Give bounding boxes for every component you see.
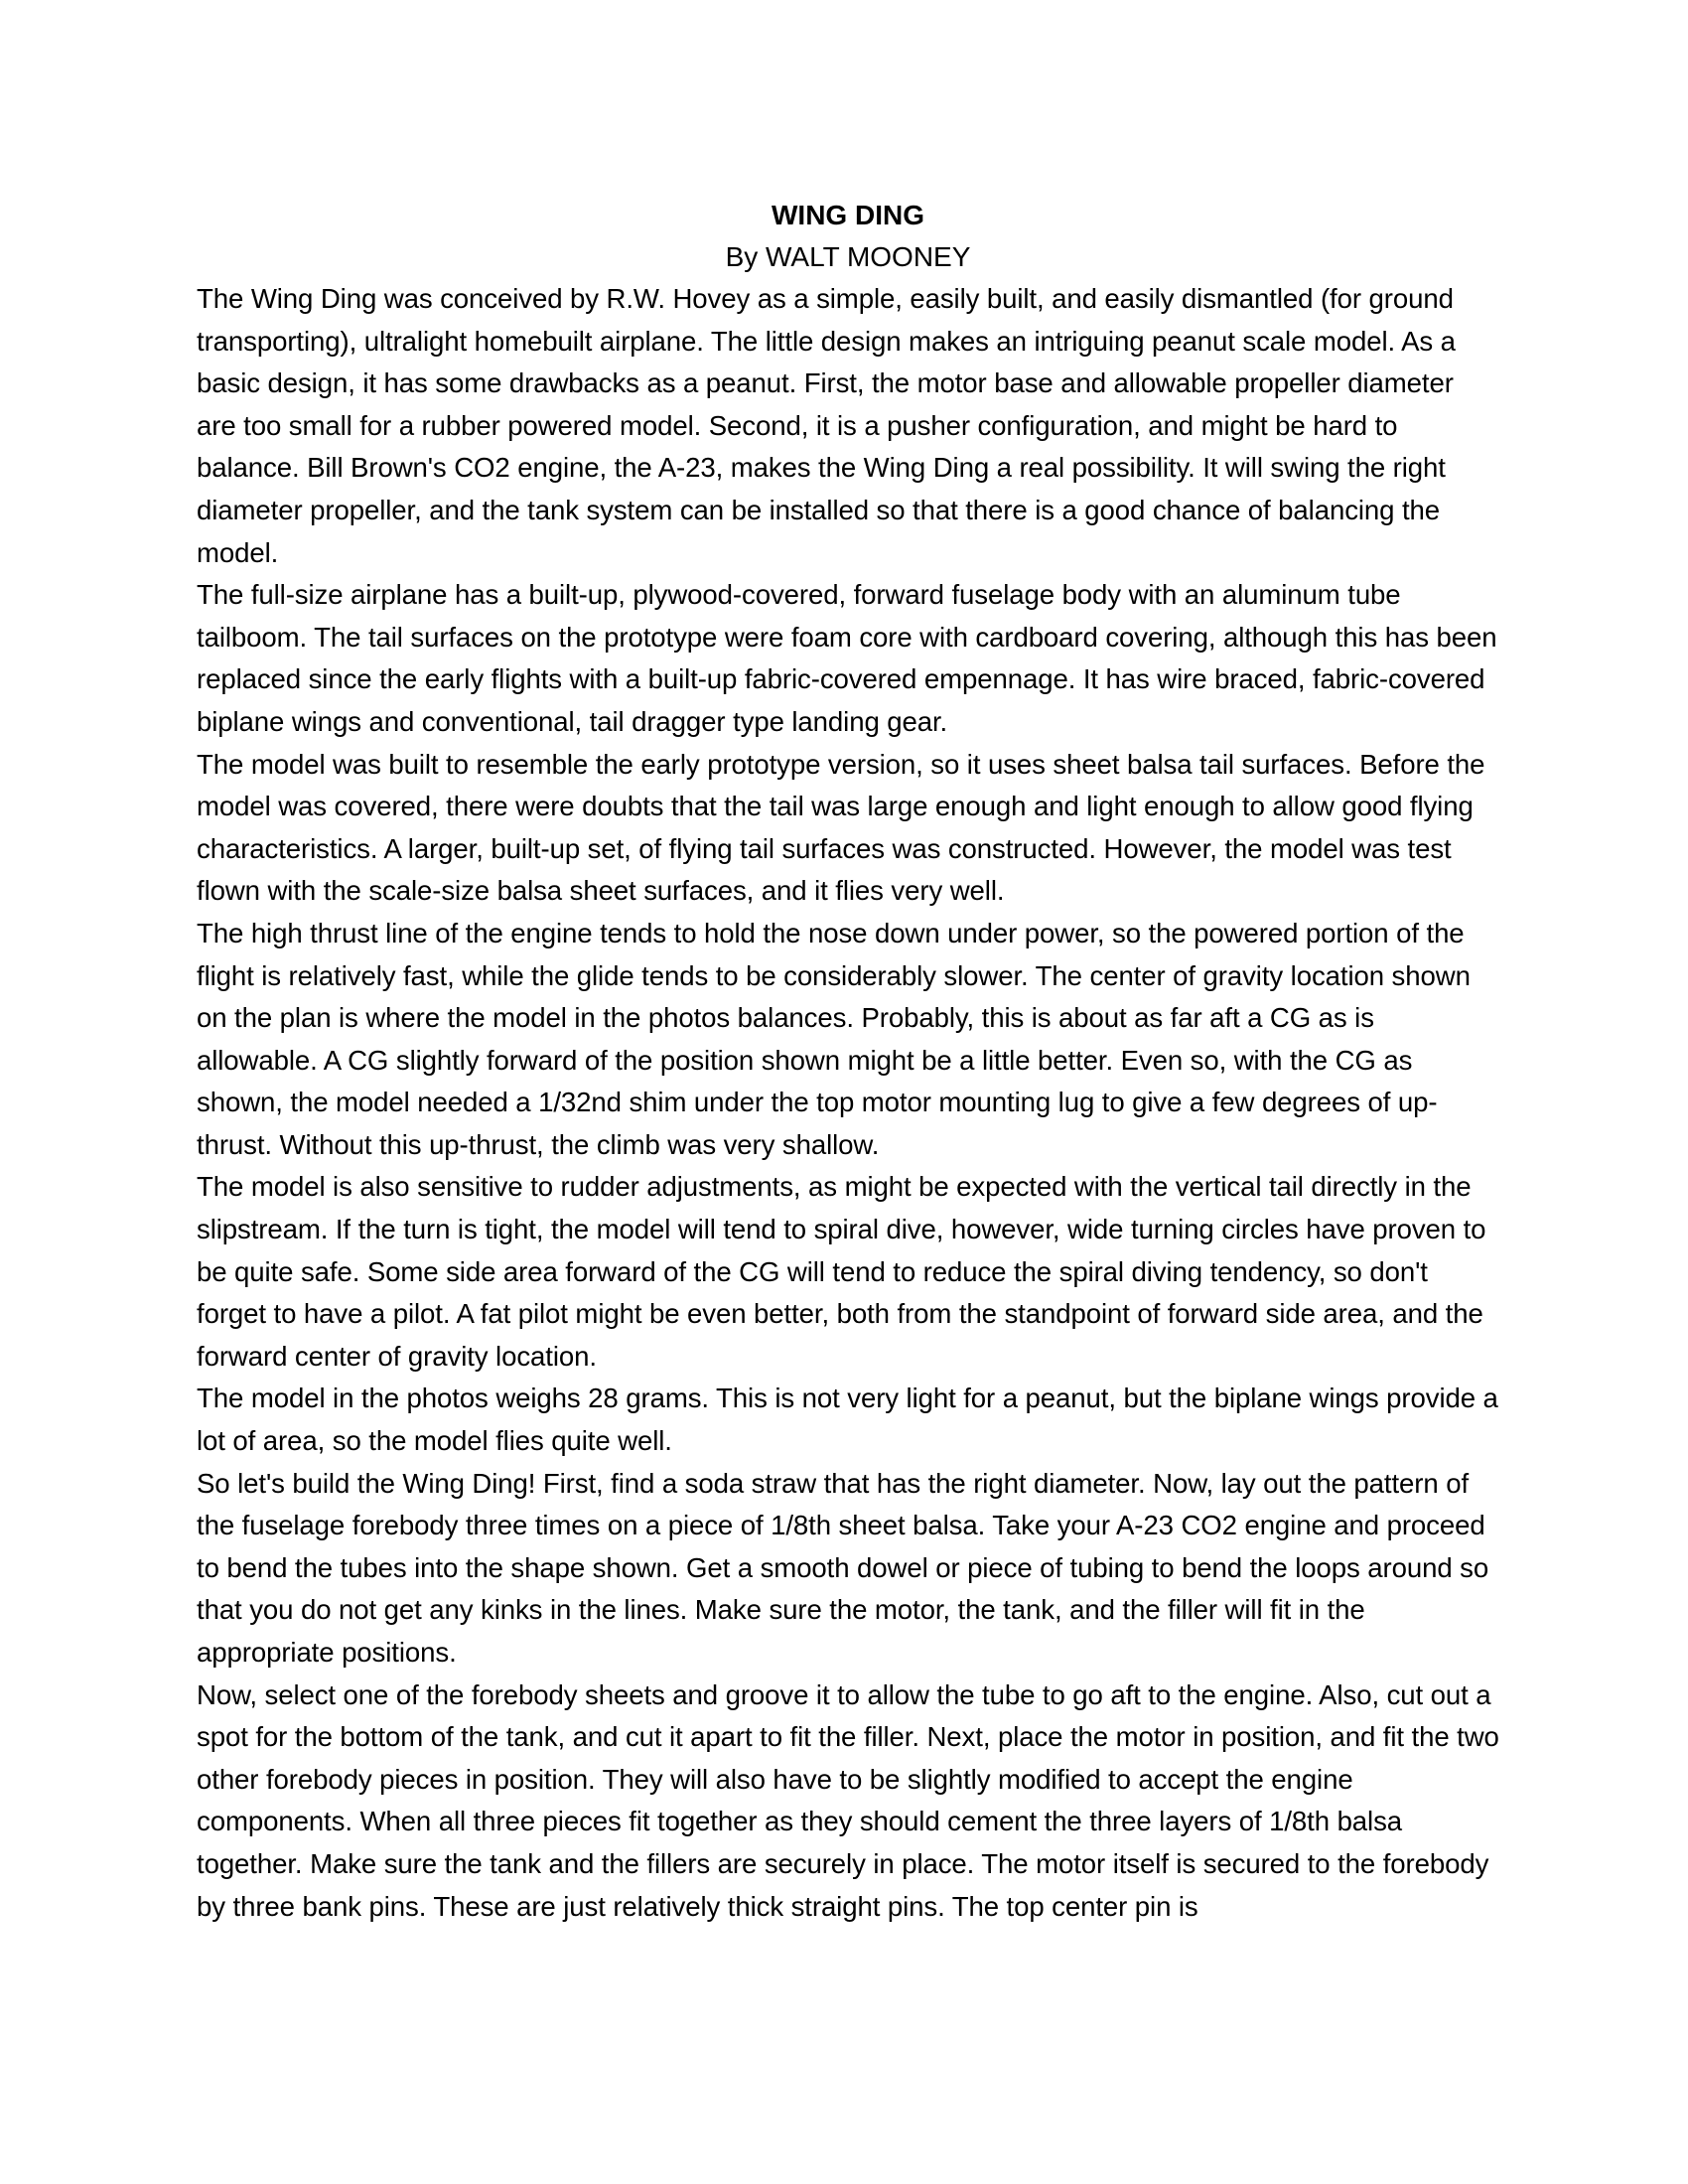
- paragraph-intro: The Wing Ding was conceived by R.W. Hovey as a simple, easily built, and easily dismantled (for ground transporting), ultralight homebuilt airplane. The little design makes an intriguing peanut scale model. As a basic design, it has some drawbacks as a peanut. First, the motor base and allowable propeller diameter are too small for a rubber powered model. Second, it is a pusher configuration, and might be hard to balance. Bill Brown's CO2 engine, the A-23, makes the Wing Ding a real possibility. It will swing the right diameter propeller, and the tank system can be installed so that there is a good chance of balancing the model.: [197, 283, 1456, 568]
- paragraph-thrust-line: The high thrust line of the engine tends to hold the nose down under power, so the powered portion of the flight is relatively fast, while the glide tends to be considerably slower. The center of gravity location shown on the plan is where the model in the photos balances. Probably, this is about as far aft a CG as is allowable. A CG slightly forward of the position shown might be a little better. Even so, with the CG as shown, the model needed a 1/32nd shim under the top motor mounting lug to give a few degrees of up-thrust. Without this up-thrust, the climb was very shallow.: [197, 917, 1471, 1160]
- paragraph-forebody: Now, select one of the forebody sheets and groove it to allow the tube to go aft to the engine. Also, cut out a spot for the bottom of the tank, and cut it apart to fit the filler. Next, place the motor in position, and fit the two other forebody pieces in position. They will also have to be slightly modified to accept the engine components. When all three pieces fit together as they should cement the three layers of 1/8th balsa together. Make sure the tank and the fillers are securely in place. The motor itself is secured to the forebody by three bank pins. These are just relatively thick straight pins. The top center pin is: [197, 1678, 1499, 1922]
- document-byline: By WALT MOONEY: [725, 241, 971, 272]
- document-page: [197, 195, 1499, 1928]
- paragraph-build-start: So let's build the Wing Ding! First, find a soda straw that has the right diameter. Now, lay out the pattern of the fuselage forebody three times on a piece of 1/8th sheet balsa. Take your A-23 CO2 engine and proceed to bend the tubes into the shape shown. Get a smooth dowel or piece of tubing to bend the loops around so that you do not get any kinks in the lines. Make sure the motor, the tank, and the filler will fit in the appropriate positions.: [197, 1467, 1489, 1668]
- paragraph-model-prototype: The model was built to resemble the early prototype version, so it uses sheet balsa tail surfaces. Before the model was covered, there were doubts that the tail was large enough and light enough to allow good flying characteristics. A larger, built-up set, of flying tail surfaces was constructed. However, the model was test flown with the scale-size balsa sheet surfaces, and it flies very well.: [197, 748, 1485, 907]
- paragraph-full-size-airplane: The full-size airplane has a built-up, plywood-covered, forward fuselage body with an aluminum tube tailboom. The tail surfaces on the prototype were foam core with cardboard covering, although this has been replaced since the early flights with a built-up fabric-covered empennage. It has wire braced, fabric-covered biplane wings and conventional, tail dragger type landing gear.: [197, 579, 1497, 737]
- document-title: WING DING: [772, 200, 924, 230]
- paragraph-weight: The model in the photos weighs 28 grams. This is not very light for a peanut, but the biplane wings provide a lot of area, so the model flies quite well.: [197, 1383, 1498, 1457]
- paragraph-rudder: The model is also sensitive to rudder adjustments, as might be expected with the vertical tail directly in the slipstream. If the turn is tight, the model will tend to spiral dive, however, wide turning circles have proven to be quite safe. Some side area forward of the CG will tend to reduce the spiral diving tendency, so don't forget to have a pilot. A fat pilot might be even better, both from the standpoint of forward side area, and the forward center of gravity location.: [197, 1171, 1486, 1372]
